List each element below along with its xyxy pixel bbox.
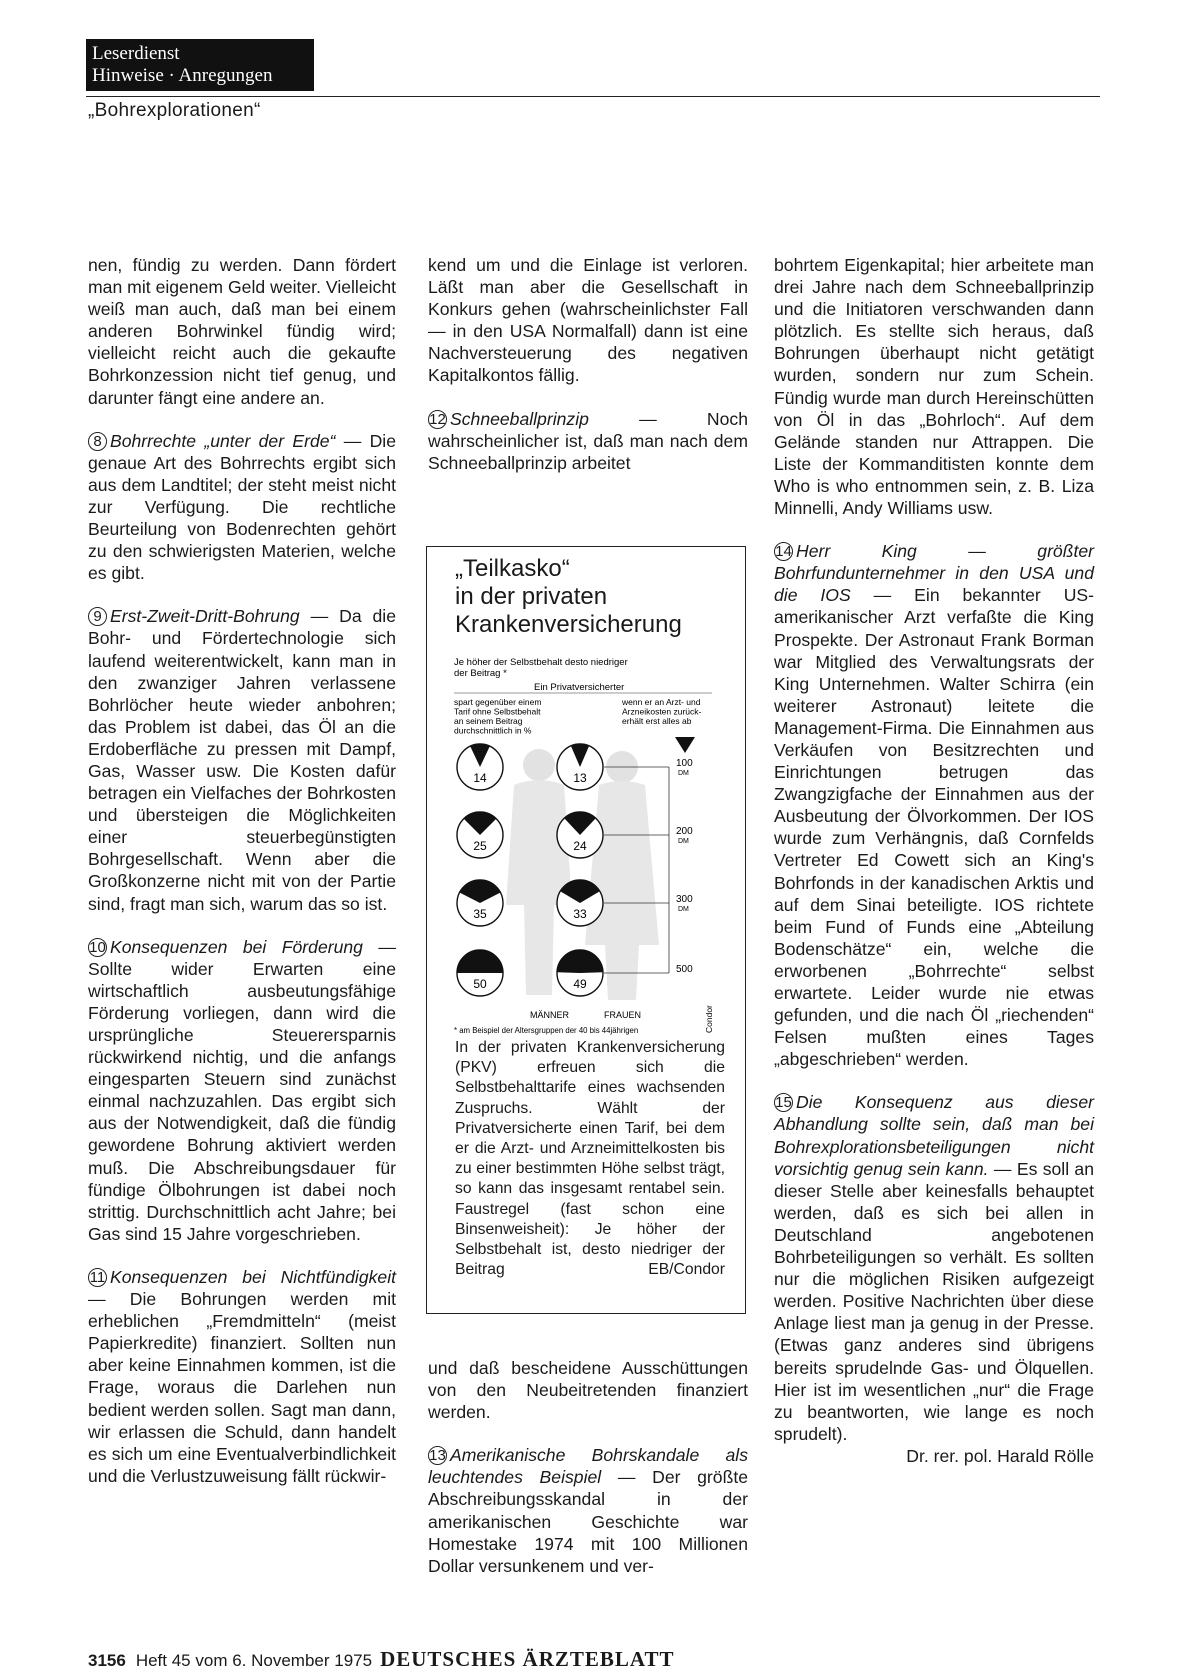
section-8 bbox=[88, 430, 396, 585]
dm-unit: DM bbox=[678, 906, 689, 913]
section-number: 10 bbox=[89, 938, 106, 956]
arrow-down-icon bbox=[675, 737, 695, 753]
info-box bbox=[426, 546, 746, 1314]
label-maenner: MÄNNER bbox=[530, 1010, 570, 1020]
section-number: 12 bbox=[429, 410, 446, 428]
savings-wedge bbox=[457, 950, 503, 973]
section-number: 14 bbox=[775, 543, 792, 561]
section-15 bbox=[774, 1091, 1094, 1445]
right-label-line: wenn er an Arzt- und bbox=[622, 697, 701, 707]
section-number: 9 bbox=[88, 607, 107, 626]
graphic-footnote: * am Beispiel der Altersgruppen der 40 bis 44jährigen bbox=[454, 1026, 639, 1035]
savings-circles bbox=[457, 744, 693, 996]
left-label bbox=[454, 697, 541, 736]
column-2-bottom bbox=[428, 1357, 748, 1598]
selbstbehalt-graphic bbox=[454, 655, 722, 1035]
savings-value: 49 bbox=[573, 977, 587, 991]
section-heading: Erst-Zweit-Dritt-Bohrung bbox=[110, 606, 300, 627]
section-label-line2: Hinweise · Anregungen bbox=[92, 65, 273, 86]
graphic-heading-1: Je höher der Selbstbehalt desto niedriger bbox=[454, 657, 628, 668]
box-credit: EB/Condor bbox=[648, 1261, 725, 1279]
column-1 bbox=[88, 254, 396, 1508]
section-body: — Sollte wider Erwarten eine wirtschaftlich ausbeutungsfähige Förderung vorliegen, dann wird die ursprüngliche Steuerersparnis rückwirkend nichtig, und die anfangs eingesparten Steuern sind zunächst einmal nachzuzahlen. Das ergibt sich aus der Notwendigkeit, daß die fündig gewordene Bohrung aktiviert werden muß. Die Abschreibungsdauer für fündige Ölbohrungen ist dabei noch strittig. Durchschnittlich acht Jahre; bei Gas sind 15 Jahre vorgeschrieben. bbox=[88, 936, 396, 1244]
section-label bbox=[86, 39, 314, 91]
dm-value: 500 bbox=[676, 964, 693, 975]
section-body: — Ein bekannter US-amerikanischer Arzt verfaßte die King Prospekte. Der Astronaut Frank Borman war Mitglied des Verwaltungsrats der King Unternehmen. Walter Schirra (ein weiterer Astronaut) leitete die Management-Firma. Die Einnahmen aus Verkäufen von Besitzrechten und Einrichtungen betrugen das Zwangzigfache der Einnahmen aus der Ausbeutung der Ölvorkommen. Der IOS wurde zum Verhängnis, daß Cornfelds Vertreter Ed Cowett sich an King's Bohrfonds in der kanadischen Arktis und auf dem Sinai beteiligte. IOS richtete beim Fund of Funds eine „Abteilung Bodenschätze“ ein, welche die erworbenen „Bohrrechte“ selbst erwartete. Leider wurde nie etwas gefunden, und die nach Öl „riechenden“ Felsen mußten eines Tages „abgeschrieben“ werden. bbox=[774, 585, 1094, 1070]
right-label-line: erhält erst alles ab bbox=[622, 716, 692, 726]
dm-value: 100 bbox=[676, 758, 693, 769]
savings-value: 14 bbox=[473, 771, 487, 785]
section-heading: Herr King — größter Bohrfundunternehmer in den USA und die IOS bbox=[774, 541, 1094, 606]
savings-value: 33 bbox=[573, 907, 587, 921]
section-body: — Da die Bohr- und Fördertechnologie sich laufend weiterentwickelt, kann man in den zwanziger Jahren verlassene Bohrlöcher heute wieder anbohren; das Problem ist dabei, das Öl an die Erdoberfläche zu pressen mit Dampf, Gas, Wasser usw. Die Kosten dafür betragen ein Vielfaches der Bohrkosten und übersteigen die Möglichkeiten einer steuerbegünstigten Bohrgesellschaft. Wenn aber die Großkonzerne nicht mit von der Partie sind, fragt man sich, warum das so ist. bbox=[88, 606, 396, 914]
section-body: — Die Bohrungen werden mit erheblichen „Fremdmitteln“ (meist Papierkredite) finanziert. Sollten nun aber keine Einnahmen kommen, ist die Frage, woraus die Darlehen nun bedient werden sollen. Sagt man dann, wir erlassen die Schuld, dann handelt es sich um eine Eventualverbindlichkeit und die Verlustzuweisung fällt rückwir- bbox=[88, 1289, 396, 1486]
section-heading: Die Konsequenz aus dieser Abhandlung sollte sein, daß man bei Bohrexplorationsbeteiligungen nicht vorsichtig genug sein kann. bbox=[774, 1092, 1094, 1179]
graphic-heading-2: der Beitrag * bbox=[454, 668, 507, 679]
left-label-line: durchschnittlich in % bbox=[454, 725, 532, 736]
box-title-line3: Krankenversicherung bbox=[455, 611, 682, 638]
box-body: In der privaten Krankenversicherung (PKV) erfreuen sich die Selbstbehalttarife eines wachsenden Zuspruchs. Wählt der Privatversicherte einen Tarif, bei dem er die Arzt- und Arzneimittelkosten bis zu einer bestimmten Höhe selbst trägt, so kann das insgesamt rentabel sein. Faustregel (fast schon eine Binsenweisheit): Je höher der Selbstbehalt ist, desto niedriger der Beitrag bbox=[455, 1039, 725, 1279]
section-9 bbox=[88, 605, 396, 914]
paragraph: kend um und die Einlage ist verloren. Läßt man aber die Gesellschaft in Konkurs gehen (wahrscheinlichster Fall — in den USA Normalfall) dann ist eine Nachversteuerung des negativen Kapitalkontos fällig. bbox=[428, 255, 748, 386]
paragraph: und daß bescheidene Ausschüttungen von den Neubeitretenden finanziert werden. bbox=[428, 1358, 748, 1423]
article-subtitle: „Bohrexplorationen“ bbox=[88, 100, 261, 121]
box-title-line2: in der privaten bbox=[455, 583, 608, 610]
savings-value: 24 bbox=[573, 839, 587, 853]
section-10 bbox=[88, 936, 396, 1245]
label-frauen: FRAUEN bbox=[604, 1010, 642, 1020]
section-label-line1: Leserdienst bbox=[92, 43, 180, 64]
section-13 bbox=[428, 1444, 748, 1577]
section-body: — Noch wahrscheinlicher ist, daß man nach dem Schneeballprinzip arbeitet bbox=[428, 408, 748, 473]
graphic-heading-3: Ein Privatversicherter bbox=[534, 682, 625, 693]
journal-name: DEUTSCHES ÄRZTEBLATT bbox=[380, 1647, 675, 1671]
section-heading: Konsequenzen bei Nichtfündigkeit bbox=[110, 1266, 396, 1287]
issue-info: Heft 45 vom 6. November 1975 bbox=[135, 1651, 373, 1670]
dm-unit: DM bbox=[678, 838, 689, 845]
box-title-line1: „Teilkasko“ bbox=[455, 555, 570, 582]
dm-unit: DM bbox=[678, 770, 689, 777]
paragraph: bohrtem Eigenkapital; hier arbeitete man drei Jahre nach dem Schneeballprinzip und die Initiatoren verschwanden dann plötzlich. Es stellte sich heraus, daß Bohrungen überhaupt nicht getätigt wurden, sondern nur zum Schein. Fündig wurde man durch Hereinschütten von Öl in das „Bohrloch“. Auf dem Gelände standen nur Attrappen. Die Liste der Kommanditisten konnte dem Who is who entnommen sein, z. B. Liza Minnelli, Andy Williams usw. bbox=[774, 255, 1094, 519]
section-14 bbox=[774, 540, 1094, 1070]
section-12 bbox=[428, 408, 748, 474]
savings-value: 13 bbox=[573, 771, 587, 785]
savings-wedge bbox=[557, 950, 603, 973]
box-text bbox=[455, 1038, 725, 1280]
section-body: — Der größte Abschreibungsskandal in der amerikanischen Geschichte war Homestake 1974 mit 100 Millionen Dollar versunkenem und ver- bbox=[428, 1467, 748, 1576]
left-label-line: an seinem Beitrag bbox=[454, 716, 523, 726]
dm-value: 300 bbox=[676, 894, 693, 905]
section-number: 15 bbox=[775, 1094, 792, 1112]
left-label-line: Tarif ohne Selbstbehalt bbox=[454, 706, 541, 717]
graphic-credit: Condor bbox=[704, 1005, 714, 1033]
savings-value: 25 bbox=[473, 839, 487, 853]
section-number: 11 bbox=[89, 1268, 106, 1286]
savings-value: 50 bbox=[473, 977, 487, 991]
savings-value: 35 bbox=[473, 907, 487, 921]
section-11 bbox=[88, 1266, 396, 1487]
section-heading: Amerikanische Bohrskandale als leuchtendes Beispiel bbox=[428, 1445, 748, 1488]
section-heading: Konsequenzen bei Förderung bbox=[110, 936, 363, 957]
dm-value: 200 bbox=[676, 826, 693, 837]
page-footer bbox=[88, 1647, 675, 1672]
section-heading: Bohrrechte „unter der Erde“ bbox=[110, 430, 336, 451]
right-label-line: Arzneikosten zurück- bbox=[622, 706, 702, 717]
paragraph: nen, fündig zu werden. Dann fördert man mit eigenem Geld weiter. Vielleicht weiß man auch, daß man bei einem anderen Bohrwinkel fündig wird; vielleicht reicht auch die gekaufte Bohrkonzession nicht tief genug, und darunter fängt eine andere an. bbox=[88, 255, 396, 408]
left-label-line: spart gegenüber einem bbox=[454, 697, 542, 707]
section-heading: Schneeballprinzip bbox=[450, 408, 589, 429]
box-title bbox=[455, 555, 735, 639]
author-signature: Dr. rer. pol. Harald Rölle bbox=[906, 1445, 1094, 1466]
right-label bbox=[621, 697, 702, 726]
section-body: — Die genaue Art des Bohrrechts ergibt sich aus dem Landtitel; der steht meist nicht zur Verfügung. Die rechtliche Beurteilung von Bodenrechten gehört zu den schwierigsten Materien, welche es gibt. bbox=[88, 430, 396, 584]
column-2-top bbox=[428, 254, 748, 495]
section-body: — Es soll an dieser Stelle aber keinesfalls behauptet werden, daß es sich bei allen in Deutschland angebotenen Bohrbeteiligungen so verhält. Es sollten nur die möglichen Risiken aufgezeigt werden. Positive Nachrichten über diese Anlage liest man ja genug in der Presse. (Etwas ganz anderes sind übrigens bereits sprudelnde Gas- und Ölquellen. Hier ist im wesentlichen „nur“ die Frage zu beantworten, wie lange es noch sprudelt). bbox=[774, 1158, 1095, 1444]
page-number: 3156 bbox=[88, 1651, 126, 1670]
column-3 bbox=[774, 254, 1094, 1467]
header-rule bbox=[86, 96, 1100, 97]
section-number: 8 bbox=[88, 432, 107, 451]
section-number: 13 bbox=[429, 1447, 446, 1465]
